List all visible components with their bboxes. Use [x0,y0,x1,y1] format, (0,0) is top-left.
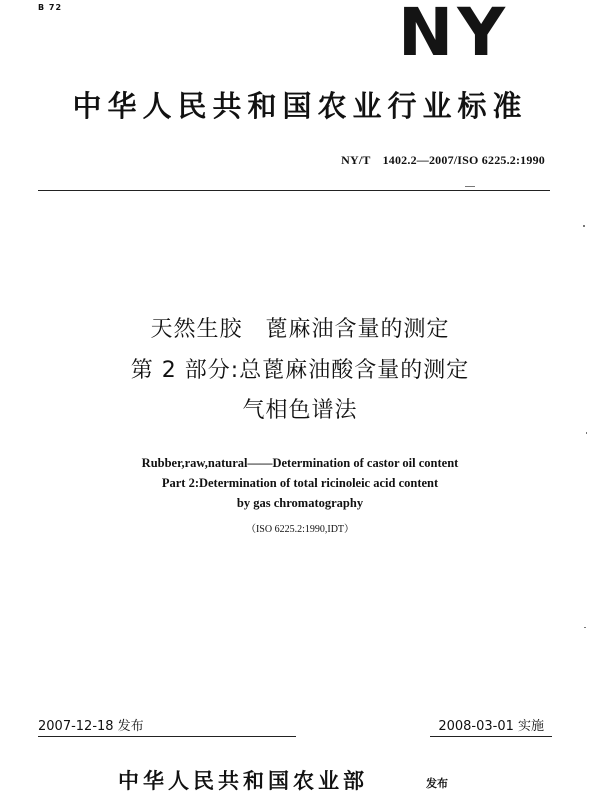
header-divider-tail [492,190,550,191]
standard-number: NY/T 1402.2—2007/ISO 6225.2:1990 [341,153,545,167]
title-english-line-3: by gas chromatography [236,496,364,510]
scan-speck [465,186,475,187]
iso-equivalence-note: （ISO 6225.2:1990,IDT） [245,524,355,535]
issue-date: 2007-12-18 发布 [38,719,144,734]
ccs-classification-code: B 72 [38,3,63,12]
scan-speck [584,627,586,628]
issuing-authority: 中华人民共和国农业部 [118,769,368,793]
title-english-line-2: Part 2:Determination of total ricinoleic acid content [161,476,439,490]
title-chinese-line-1: 天然生胶 蓖麻油含量的测定 [150,317,450,342]
logo-text: NY [398,0,510,71]
header-divider [38,190,518,191]
footer-divider-left [38,736,296,737]
title-chinese-line-3: 气相色谱法 [242,398,358,423]
scan-speck [583,225,585,227]
ny-standard-logo [398,0,522,71]
implementation-date: 2008-03-01 实施 [438,719,544,734]
title-english-line-1: Rubber,raw,natural——Determination of castor oil content [141,456,459,470]
title-chinese-line-2: 第 2 部分:总蓖麻油酸含量的测定 [130,358,470,383]
issuing-authority-suffix: 发布 [426,777,448,790]
footer-divider-right [430,736,552,737]
industry-standard-heading: 中华人民共和国农业行业标准 [72,89,528,123]
scan-speck [586,432,587,434]
